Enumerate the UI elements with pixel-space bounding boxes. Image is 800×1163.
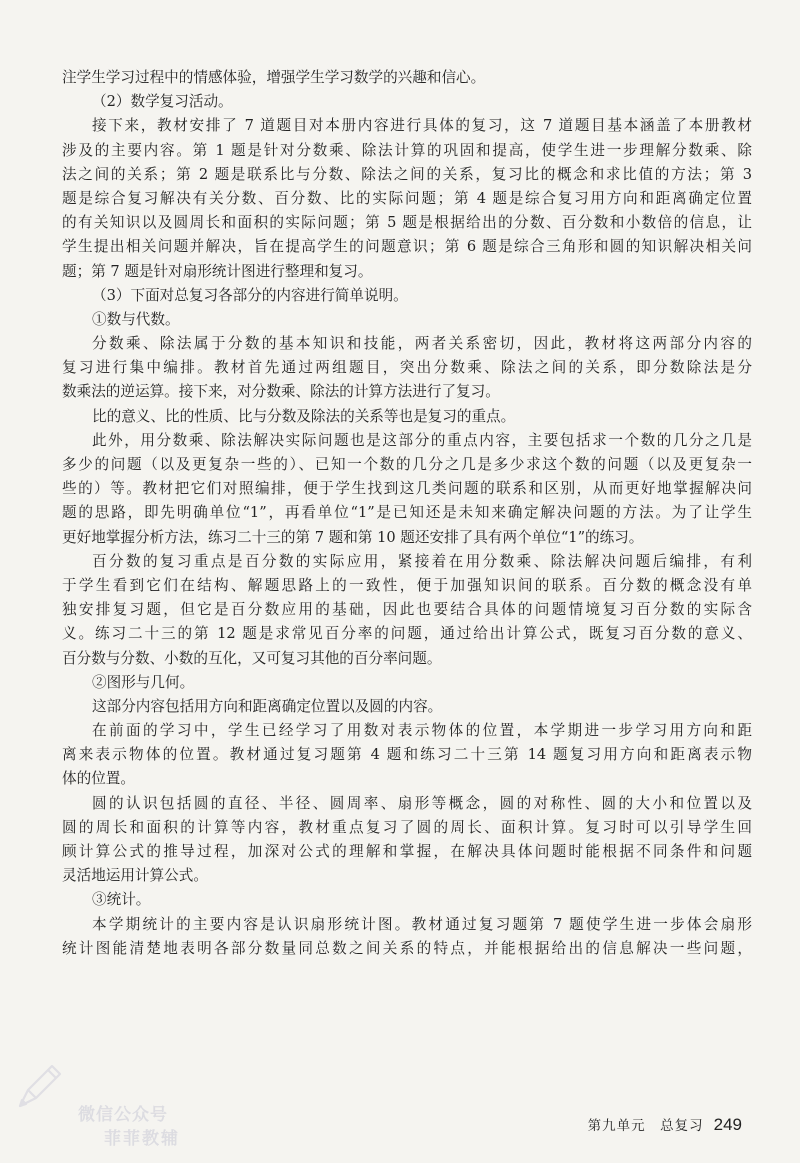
text-line: 本学期统计的主要内容是认识扇形统计图。教材通过复习题第 7 题使学生进一步体会扇形	[92, 915, 752, 933]
section-heading: ①数与代数。	[92, 310, 180, 328]
text-line: 此外，用分数乘、除法解决实际问题也是这部分的重点内容，主要包括求一个数的几分之几是	[92, 431, 752, 449]
text-line: 法之间的关系；第 2 题是联系比与分数、除法之间的关系，复习比的概念和求比值的方法；第 3	[62, 165, 752, 183]
text-line: 学生提出相关问题并解决，旨在提高学生的问题意识；第 6 题是综合三角形和圆的知识解决相关问	[62, 238, 752, 256]
text-line: 些的）等。教材把它们对照编排，便于学生找到这几类问题的联系和区别，从而更好地掌握解决问	[62, 480, 752, 498]
text-line: 接下来，教材安排了 7 道题目对本册内容进行具体的复习，这 7 道题目基本涵盖了本册教材	[92, 117, 752, 135]
text-line: 在前面的学习中，学生已经学习了用数对表示物体的位置，本学期进一步学习用方向和距	[92, 722, 752, 740]
watermark	[8, 1048, 208, 1148]
section-heading: ③统计。	[92, 891, 151, 909]
text-line: 比的意义、比的性质、比与分数及除法的关系等也是复习的重点。	[92, 407, 516, 425]
watermark-line-2: 菲菲教辅	[104, 1129, 180, 1149]
text-line: 多少的问题（以及更复杂一些的）、已知一个数的几分之几是多少求这个数的问题（以及更复杂一	[62, 456, 752, 473]
text-line: （2）数学复习活动。	[92, 93, 233, 111]
page-footer	[588, 1114, 742, 1142]
text-line: 圆的周长和面积的计算等内容，教材重点复习了圆的周长、面积计算。复习时可以引导学生回	[62, 818, 752, 836]
text-line: 数乘法的逆运算。接下来，对分数乘、除法的计算方法进行了复习。	[62, 383, 500, 401]
pencil-logo-icon	[12, 1054, 72, 1114]
text-line: 灵活地运用计算公式。	[62, 867, 208, 885]
text-line: 百分数与分数、小数的互化，又可复习其他的百分率问题。	[62, 649, 442, 667]
text-line: 体的位置。	[62, 770, 135, 788]
text-line: 离来表示物体的位置。教材通过复习题第 4 题和练习二十三第 14 题复习用方向和距离表示物	[62, 746, 752, 764]
text-line: 百分数的复习重点是百分数的实际应用，紧接着在用分数乘、除法解决问题后编排，有利	[92, 552, 752, 570]
page-number: 249	[713, 1115, 742, 1134]
text-line: 分数乘、除法属于分数的基本知识和技能，两者关系密切，因此，教材将这两部分内容的	[92, 335, 752, 353]
section-heading: ②图形与几何。	[92, 673, 195, 691]
text-line: 的有关知识以及圆周长和面积的实际问题；第 5 题是根据给出的分数、百分数和小数倍的信息，让	[62, 214, 752, 232]
text-line: 更好地掌握分析方法，练习二十三的第 7 题和第 10 题还安排了具有两个单位“1”的练习。	[62, 528, 644, 546]
text-line: 这部分内容包括用方向和距离确定位置以及圆的内容。	[92, 697, 443, 715]
text-line: 复习进行集中编排。教材首先通过两组题目，突出分数乘、除法之间的关系，即分数除法是分	[62, 359, 752, 377]
watermark-line-1: 微信公众号	[78, 1105, 168, 1125]
text-line: （3）下面对总复习各部分的内容进行简单说明。	[92, 286, 408, 304]
unit-title: 第九单元 总复习	[587, 1118, 704, 1134]
text-line: 统计图能清楚地表明各部分数量同总数之间关系的特点，并能根据给出的信息解决一些问题，	[62, 939, 752, 957]
text-line: 注学生学习过程中的情感体验，增强学生学习数学的兴趣和信心。	[62, 69, 486, 86]
text-line: 题是综合复习解决有关分数、百分数、比的实际问题；第 4 题是综合复习用方向和距离确定位置	[62, 189, 752, 207]
text-line: 题；第 7 题是针对扇形统计图进行整理和复习。	[62, 262, 373, 280]
text-line: 顾计算公式的推导过程，加深对公式的理解和掌握，在解决具体问题时能根据不同条件和问题	[62, 843, 752, 860]
text-line: 于学生看到它们在结构、解题思路上的一致性，便于加强知识间的联系。百分数的概念没有单	[62, 576, 752, 594]
body-text	[62, 66, 752, 961]
text-line: 义。练习二十三的第 12 题是求常见百分率的问题，通过给出计算公式，既复习百分数的意义、	[62, 625, 752, 643]
text-line: 独安排复习题，但它是百分数应用的基础，因此也要结合具体的问题情境复习百分数的实际含	[62, 601, 752, 619]
text-line: 题的思路，即先明确单位“1”，再看单位“1”是已知还是未知来确定解决问题的方法。为了让学生	[62, 504, 752, 522]
text-line: 涉及的主要内容。第 1 题是针对分数乘、除法计算的巩固和提高，使学生进一步理解分数乘、除	[62, 141, 752, 159]
text-line: 圆的认识包括圆的直径、半径、圆周率、扇形等概念，圆的对称性、圆的大小和位置以及	[92, 794, 752, 812]
